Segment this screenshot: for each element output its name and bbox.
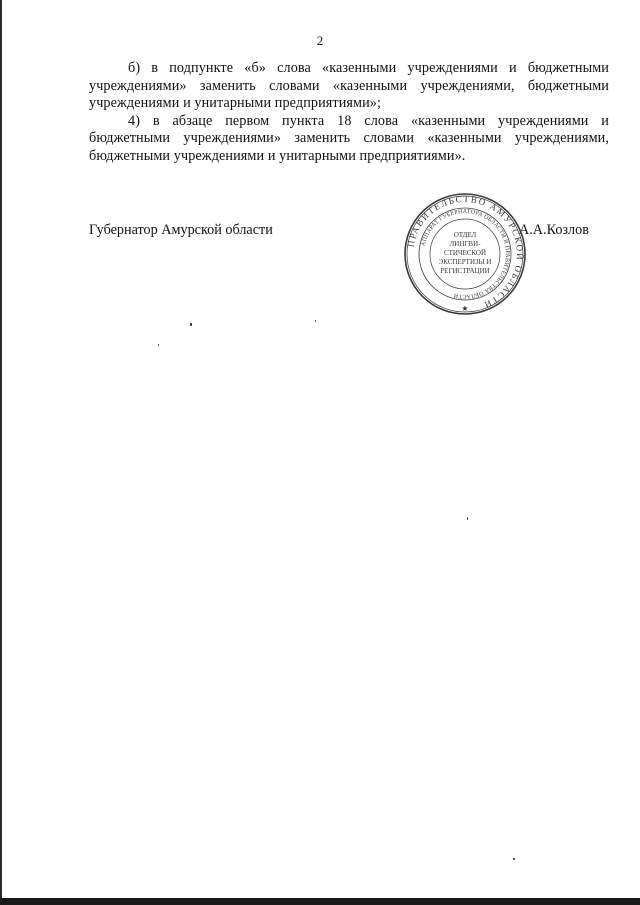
page-number: 2 bbox=[316, 33, 324, 48]
seal-center-line: ОТДЕЛ bbox=[453, 231, 477, 239]
scan-speck bbox=[315, 320, 316, 322]
document-body bbox=[89, 60, 609, 166]
seal-outer-text: ПРАВИТЕЛЬСТВО АМУРСКОЙ ОБЛАСТИ bbox=[405, 193, 526, 311]
paragraph-point-4: 4) в абзаце первом пункта 18 слова «казенными учреждениями и бюджетными учреждениями» заменить словами «казенными учреждениями, бюджетными учреждениями и унитарными предприятиями». bbox=[89, 112, 609, 164]
scan-left-edge bbox=[0, 0, 2, 905]
scan-speck bbox=[158, 344, 159, 346]
seal-center-line: СТИЧЕСКОЙ bbox=[443, 249, 487, 257]
scan-speck bbox=[513, 858, 515, 860]
seal-center-text bbox=[439, 231, 492, 275]
scan-speck bbox=[467, 517, 468, 520]
seal-center-line: РЕГИСТРАЦИИ bbox=[440, 267, 490, 275]
signatory-title: Губернатор Амурской области bbox=[89, 222, 273, 238]
official-seal bbox=[403, 192, 527, 316]
seal-inner-ring-text: АППАРАТ ГУБЕРНАТОРА ОБЛАСТИ И ПРАВИТЕЛЬСТВА ОБЛАСТИ bbox=[420, 208, 511, 300]
scan-bottom-edge bbox=[0, 898, 640, 905]
seal-center-line: ЭКСПЕРТИЗЫ И bbox=[438, 258, 492, 266]
signatory-name: А.А.Козлов bbox=[519, 222, 589, 238]
seal-star-icon: ★ bbox=[461, 304, 469, 313]
paragraph-subpoint-b: б) в подпункте «б» слова «казенными учреждениями и бюджетными учреждениями» заменить словами «казенными учреждениями, бюджетными учреждениями и унитарными предприятиями»; bbox=[89, 60, 609, 112]
scan-speck bbox=[190, 323, 192, 326]
seal-center-line: ЛИНГВИ- bbox=[449, 240, 481, 248]
